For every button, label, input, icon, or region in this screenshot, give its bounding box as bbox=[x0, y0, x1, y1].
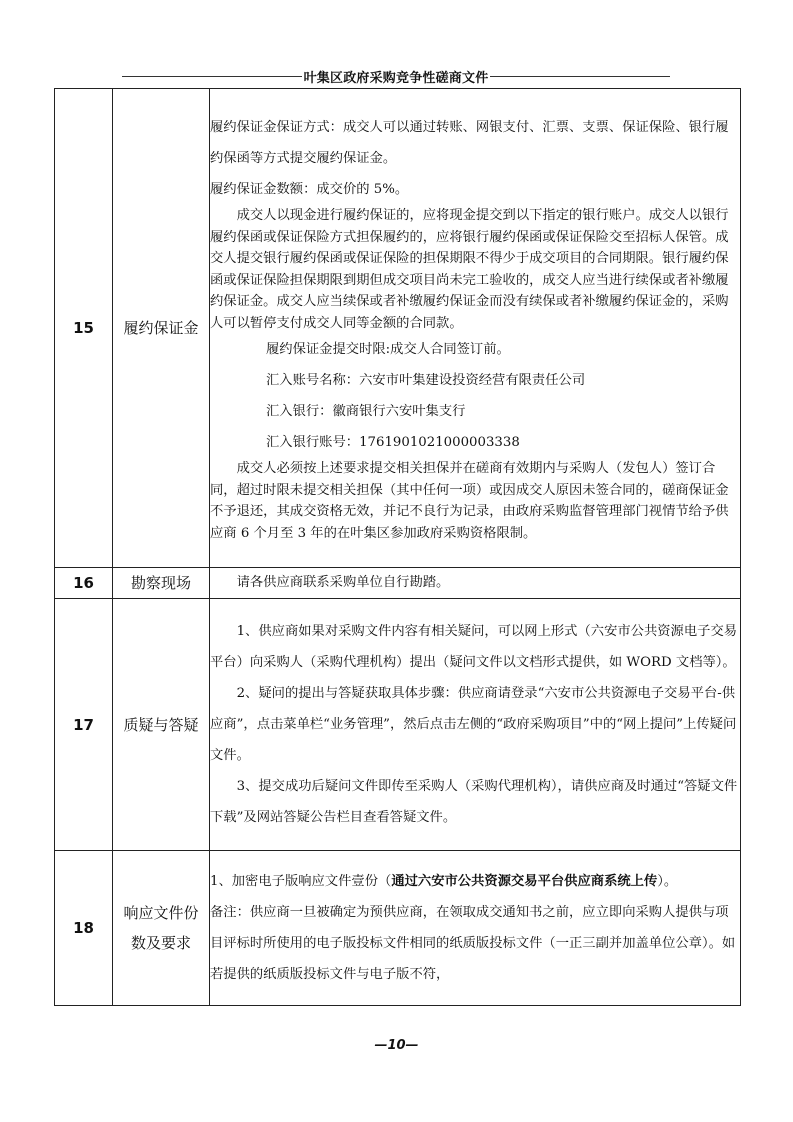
paragraph: 成交人以现金进行履约保证的，应将现金提交到以下指定的银行账户。成交人以银行履约保函或保证保险方式担保履约的，应将银行履约保函或保证保险交至招标人保管。成交人提交银行履约保函或保证保险的担保期限不得少于成交项目的合同期限。银行履约保函或保证保险担保期限到期但成交项目尚未完工验收的，成交人应当进行续保或者补缴履约保证金。成交人应当续保或者补缴履约保证金而没有续保或者补缴履约保证金的，采购人可以暂停支付成交人同等金额的合同款。 bbox=[210, 208, 729, 331]
header-title: 叶集区政府采购竞争性磋商文件 bbox=[303, 70, 489, 86]
row-number: 18 bbox=[55, 851, 113, 1006]
paragraph: 履约保证金提交时限:成交人合同签订前。 bbox=[266, 342, 510, 357]
paragraph: 汇入账号名称：六安市叶集建设投资经营有限责任公司 bbox=[266, 373, 586, 388]
header-rule-left bbox=[122, 76, 302, 77]
paragraph: 2、疑问的提出与答疑获取具体步骤：供应商请登录“六安市公共资源电子交易平台-供应商”，点击菜单栏“业务管理”，然后点击左侧的“政府采购项目”中的“网上提问”上传疑问文件。 bbox=[210, 686, 737, 763]
paragraph-text: ）。 bbox=[657, 874, 678, 889]
row-label-line: 响应文件份 bbox=[123, 904, 199, 922]
header-rule-right bbox=[490, 76, 670, 77]
row-label bbox=[113, 851, 210, 1006]
paragraph: 成交人必须按上述要求提交相关担保并在磋商有效期内与采购人（发包人）签订合同，超过时限未提交相关担保（其中任何一项）或因成交人原因未签合同的，磋商保证金不予退还，其成交资格无效，并记不良行为记录，由政府采购监督管理部门视情节给予供应商 6 个月至 3 年的在叶集区参加政府采购资格限制。 bbox=[210, 461, 729, 541]
requirements-table bbox=[54, 88, 741, 1006]
row-content bbox=[210, 599, 741, 851]
document-header bbox=[122, 66, 670, 86]
row-label-line: 数及要求 bbox=[130, 934, 191, 952]
paragraph: 履约保证金保证方式：成交人可以通过转账、网银支付、汇票、支票、保证保险、银行履约保函等方式提交履约保证金。 bbox=[210, 120, 729, 166]
table-row bbox=[55, 851, 741, 1006]
table-row bbox=[55, 89, 741, 568]
paragraph: 3、提交成功后疑问文件即传至采购人（采购代理机构），请供应商及时通过“答疑文件下载”及网站答疑公告栏目查看答疑文件。 bbox=[210, 779, 738, 825]
table-row bbox=[55, 568, 741, 599]
row-label: 勘察现场 bbox=[113, 568, 210, 599]
page-number: —10— bbox=[374, 1038, 419, 1053]
paragraph-emphasis: 通过六安市公共资源交易平台供应商系统上传 bbox=[391, 874, 658, 889]
paragraph: 汇入银行：徽商银行六安叶集支行 bbox=[266, 404, 466, 419]
paragraph: 请各供应商联系采购单位自行勘踏。 bbox=[236, 575, 450, 590]
paragraph: 1、供应商如果对采购文件内容有相关疑问，可以网上形式（六安市公共资源电子交易平台）向采购人（采购代理机构）提出（疑问文件以文档形式提供，如 WORD 文档等）。 bbox=[210, 624, 738, 670]
row-label: 质疑与答疑 bbox=[113, 599, 210, 851]
paragraph: 备注：供应商一旦被确定为预供应商，在领取成交通知书之前，应立即向采购人提供与项目评标时所使用的电子版投标文件相同的纸质版投标文件（一正三副并加盖单位公章）。如若提供的纸质版投标文件与电子版不符， bbox=[210, 905, 736, 982]
paragraph bbox=[210, 866, 740, 897]
row-number: 15 bbox=[55, 89, 113, 568]
row-content bbox=[210, 851, 741, 1006]
paragraph: 履约保证金数额：成交价的 5%。 bbox=[210, 182, 409, 197]
row-number: 16 bbox=[55, 568, 113, 599]
row-content bbox=[210, 568, 741, 599]
row-number: 17 bbox=[55, 599, 113, 851]
table-row bbox=[55, 599, 741, 851]
row-label: 履约保证金 bbox=[113, 89, 210, 568]
paragraph: 汇入银行账号：1761901021000003338 bbox=[266, 435, 520, 450]
paragraph-text: 1、加密电子版响应文件壹份（ bbox=[210, 874, 392, 889]
row-content bbox=[210, 89, 741, 568]
